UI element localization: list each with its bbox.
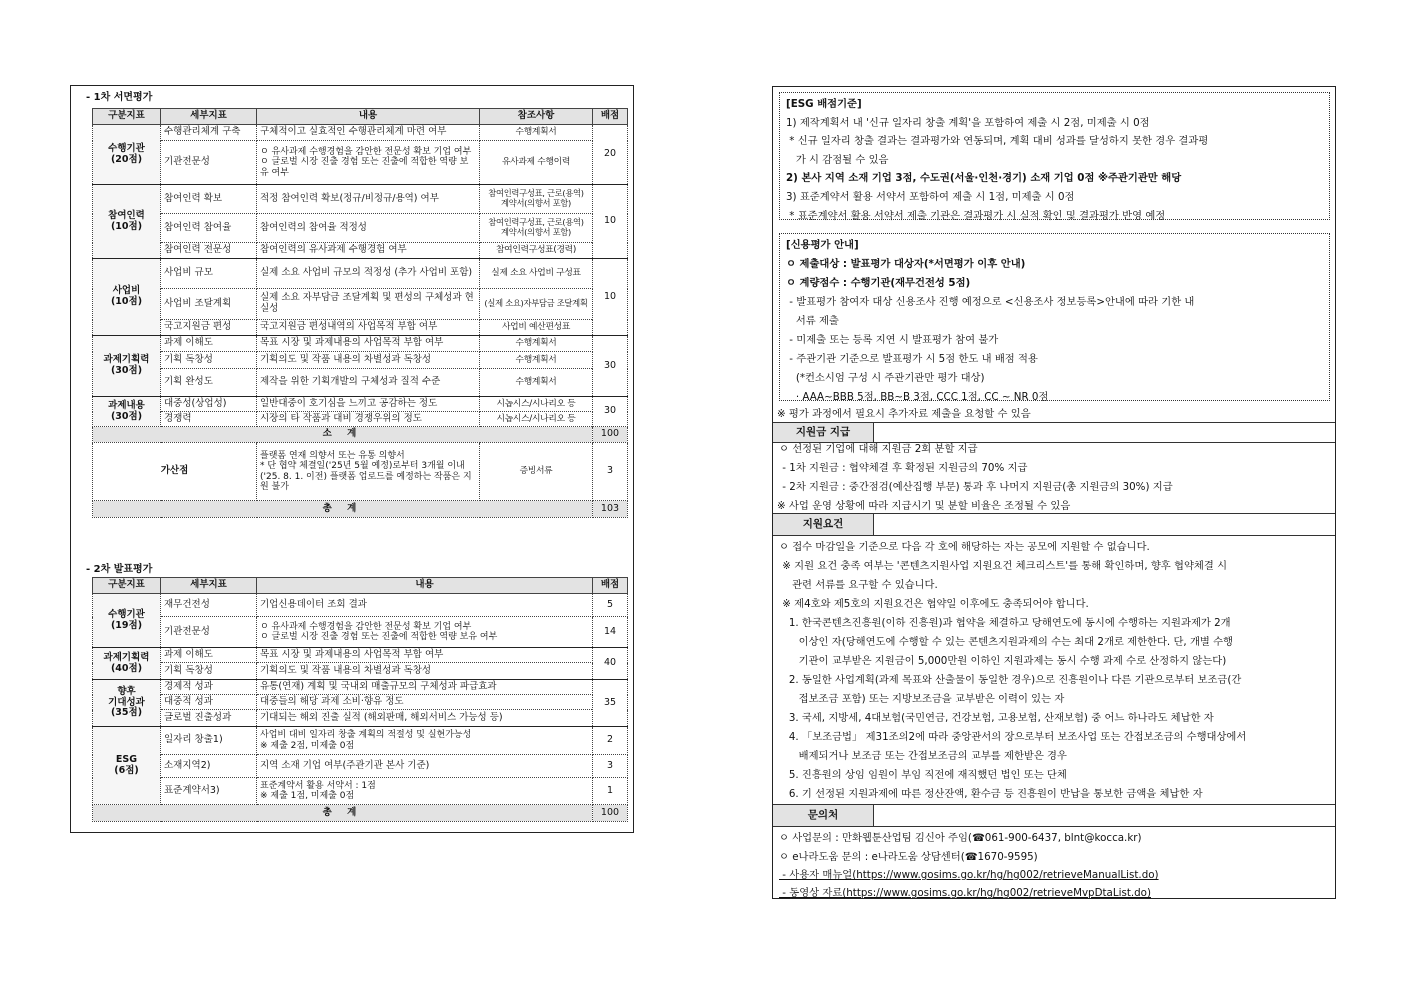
requirement-line: 5. 진흥원의 상임 임원이 부임 직전에 재직했던 법인 또는 단체: [779, 769, 1067, 781]
content-cell: 기획의도 및 작품 내용의 차별성과 독창성: [257, 352, 480, 369]
content-cell: 참여인력의 참여율 적정성: [257, 214, 480, 243]
total-label: 총 계: [93, 805, 593, 822]
bonus-score: 3: [593, 443, 628, 501]
category-cell: 과제기획력 (40점): [93, 648, 161, 680]
sub-cell: 경쟁력: [161, 412, 257, 427]
funding-line: ※ 사업 운영 상황에 따라 지급시기 및 분할 비율은 조정될 수 있음: [777, 500, 1071, 512]
score-cell: 5: [593, 594, 628, 617]
reference-cell: 실제 소요 사업비 구성표: [480, 259, 593, 289]
score-cell: 30: [593, 397, 628, 427]
content-cell: 대중들의 해당 과제 소비·향유 정도: [257, 695, 593, 710]
category-cell: 향후 기대성과 (35점): [93, 680, 161, 727]
sub-cell: 수행관리체계 구축: [161, 125, 257, 141]
credit-rating-box: [779, 233, 1330, 401]
score-cell: 40: [593, 648, 628, 680]
esg-line: 가 시 감점될 수 있음: [786, 153, 889, 166]
contact-label: 문의처: [773, 805, 874, 826]
sub-cell: 참여인력 참여율: [161, 214, 257, 243]
esg-line: 3) 표준계약서 활용 서약서 포함하여 제출 시 1점, 미제출 시 0점: [786, 190, 1075, 203]
category-cell: 과제내용 (30점): [93, 397, 161, 427]
reference-cell: 참여인력구성표(경력): [480, 243, 593, 259]
presentation-eval-table: [92, 577, 628, 822]
sub-cell: 기획 독창성: [161, 663, 257, 680]
funding-line: - 1차 지원금 : 협약체결 후 확정된 지원금의 70% 지급: [779, 462, 1028, 474]
contact-line: ㅇ 사업문의 : 만화웹툰산업팀 김신아 주임(☎061-900-6437, blnt@kocca.kr): [779, 832, 1142, 844]
extra-docs-note: ※ 평가 과정에서 필요시 추가자료 제출을 요청할 수 있음: [777, 408, 1031, 420]
credit-line: ㅇ 제출대상 : 발표평가 대상자(*서면평가 이후 안내): [786, 258, 1026, 270]
bonus-label: 가산점: [93, 443, 257, 501]
requirement-line: 6. 기 선정된 지원과제에 따른 정산잔액, 환수금 등 진흥원이 반납을 통보한 금액을 체납한 자: [779, 788, 1203, 800]
reference-cell: 유사과제 수행이력: [480, 141, 593, 185]
content-cell: 참여인력의 유사과제 수행경험 여부: [257, 243, 480, 259]
reference-cell: 참여인력구성표, 근로(용역) 계약서(의향서 포함): [480, 214, 593, 243]
content-cell: 국고지원금 편성내역의 사업목적 부합 여부: [257, 320, 480, 336]
content-cell: 제작을 위한 기획개발의 구체성과 질적 수준: [257, 369, 480, 397]
content-cell: 사업비 대비 일자리 창출 계획의 적절성 및 실현가능성 ※ 제출 2점, 미제출 0점: [257, 727, 593, 755]
sub-cell: 기관전문성: [161, 617, 257, 648]
credit-line: 서류 제출: [786, 315, 839, 327]
funding-line: - 2차 지원금 : 중간점검(예산집행 부문) 통과 후 나머지 지원금(총 지원금의 30%) 지급: [779, 481, 1173, 493]
category-cell: 수행기관 (19점): [93, 594, 161, 648]
credit-line: - 미제출 또는 등록 지연 시 발표평가 참여 불가: [786, 334, 999, 346]
sub-cell: 과제 이해도: [161, 336, 257, 352]
reference-cell: 참여인력구성표, 근로(용역) 계약서(의향서 포함): [480, 185, 593, 214]
bonus-content: 플랫폼 연재 의향서 또는 유통 의향서 * 단 협약 체결일('25년 5월 예정)로부터 3개월 이내('25. 8. 1. 이전) 플랫폼 업로드를 예정하는 작품은 지원 불가: [257, 443, 480, 501]
requirements-section-bar: [773, 513, 1335, 536]
requirement-line: 배제되거나 보조금 또는 간접보조금의 교부를 제한받은 경우: [779, 750, 1067, 762]
content-cell: 실제 소요 자부담금 조달계획 및 편성의 구체성과 현실성: [257, 289, 480, 320]
written-eval-table: [92, 108, 628, 518]
score-cell: 30: [593, 336, 628, 397]
sub-cell: 과제 이해도: [161, 648, 257, 663]
content-cell: 기업신용데이터 조회 결과: [257, 594, 593, 617]
esg-title: [ESG 배점기준]: [786, 98, 862, 110]
content-cell: 목표 시장 및 과제내용의 사업목적 부합 여부: [257, 336, 480, 352]
requirement-line: 1. 한국콘텐츠진흥원(이하 진흥원)과 협약을 체결하고 당해연도에 동시에 수행하는 지원과제가 2개: [779, 617, 1231, 629]
reference-cell: (실제 소요)자부담금 조달계획: [480, 289, 593, 320]
content-cell: 지역 소재 기업 여부(주관기관 본사 기준): [257, 755, 593, 778]
content-cell: 실제 소요 사업비 규모의 적정성 (추가 사업비 포함): [257, 259, 480, 289]
reference-cell: 수행계획서: [480, 125, 593, 141]
sub-cell: 기획 완성도: [161, 369, 257, 397]
contact-section-bar: [773, 804, 1335, 827]
sub-cell: 글로벌 진출성과: [161, 710, 257, 727]
total-value: 103: [593, 501, 628, 518]
reference-cell: 수행계획서: [480, 352, 593, 369]
subtotal-value: 100: [593, 427, 628, 443]
requirement-line: 기관이 교부받은 지원금이 5,000만원 이하인 지원과제는 동시 수행 과제 수로 산정하지 않는다): [779, 655, 1227, 667]
col-header-score: 배점: [593, 578, 628, 594]
requirement-line: ※ 지원 요건 충족 여부는 '콘텐츠지원사업 지원요건 체크리스트'를 통해 확인하며, 향후 협약체결 시: [779, 560, 1228, 572]
score-cell: 3: [593, 755, 628, 778]
reference-cell: 시놉시스/시나리오 등: [480, 397, 593, 412]
manual-link[interactable]: - 사용자 매뉴얼(https://www.gosims.go.kr/hg/hg002/retrieveManualList.do): [779, 869, 1159, 881]
content-cell: ㅇ 유사과제 수행경험을 감안한 전문성 확보 기업 여부 ㅇ 글로벌 시장 진출 경험 또는 진출에 적합한 역량 보유 여부: [257, 141, 480, 185]
credit-line: ㅇ 계량점수 : 수행기관(재무건전성 5점): [786, 277, 971, 289]
right-panel: [772, 86, 1336, 899]
funding-line: ㅇ 선정된 기업에 대해 지원금 2회 분할 지급: [779, 443, 978, 455]
sub-cell: 참여인력 전문성: [161, 243, 257, 259]
requirement-line: 접보조금 포함) 또는 지방보조금을 교부받은 이력이 있는 자: [779, 693, 1065, 705]
col-header-content: 내용: [257, 578, 593, 594]
video-link[interactable]: - 동영상 자료(https://www.gosims.go.kr/hg/hg002/retrieveMvpDtaList.do): [779, 887, 1151, 899]
requirement-line: ㅇ 접수 마감일을 기준으로 다음 각 호에 해당하는 자는 공모에 지원할 수 없습니다.: [779, 541, 1150, 553]
sub-cell: 대중성(상업성): [161, 397, 257, 412]
score-cell: 10: [593, 185, 628, 259]
score-cell: 20: [593, 125, 628, 185]
content-cell: 목표 시장 및 과제내용의 사업목적 부합 여부: [257, 648, 593, 663]
sub-cell: 기획 독창성: [161, 352, 257, 369]
col-header-sub: 세부지표: [161, 578, 257, 594]
contact-line: ㅇ e나라도움 문의 : e나라도움 상담센터(☎1670-9595): [779, 851, 1038, 863]
category-cell: ESG (6점): [93, 727, 161, 805]
col-header-sub: 세부지표: [161, 109, 257, 125]
credit-title: [신용평가 안내]: [786, 239, 859, 251]
col-header-category: 구분지표: [93, 109, 161, 125]
esg-line: * 표준계약서 활용 서약서 제출 기관은 결과평가 시 실적 확인 및 결과평가 반영 예정: [786, 209, 1166, 222]
score-cell: 2: [593, 727, 628, 755]
content-cell: 일반대중이 호기심을 느끼고 공감하는 정도: [257, 397, 480, 412]
credit-line: (*컨소시엄 구성 시 주관기관만 평가 대상): [786, 372, 985, 384]
category-cell: 사업비 (10점): [93, 259, 161, 336]
category-cell: 과제기획력 (30점): [93, 336, 161, 397]
credit-line: - 주관기관 기준으로 발표평가 시 5점 한도 내 배점 적용: [786, 353, 1038, 365]
content-cell: 구체적이고 실효적인 수행관리체계 마련 여부: [257, 125, 480, 141]
content-cell: 유통(연재) 계획 및 국내외 매출규모의 구체성과 파급효과: [257, 680, 593, 695]
category-cell: 참여인력 (10점): [93, 185, 161, 259]
total-label: 총 계: [93, 501, 593, 518]
esg-line: * 신규 일자리 창출 결과는 결과평가와 연동되며, 계획 대비 성과를 달성하지 못한 경우 결과평: [786, 135, 1209, 148]
requirement-line: 3. 국세, 지방세, 4대보험(국민연금, 건강보험, 고용보험, 산재보험) 중 어느 하나라도 체납한 자: [779, 712, 1214, 724]
score-cell: 35: [593, 680, 628, 727]
credit-line: · AAA~BBB 5점, BB~B 3점, CCC 1점, CC ~ NR 0점: [786, 391, 1049, 403]
sub-cell: 국고지원금 편성: [161, 320, 257, 336]
score-cell: 14: [593, 617, 628, 648]
esg-line: 1) 제작계획서 내 '신규 일자리 창출 계획'을 포함하여 제출 시 2점, 미제출 시 0점: [786, 116, 1150, 129]
subtotal-label: 소 계: [93, 427, 593, 443]
content-cell: 적정 참여인력 확보(정규/비정규/용역) 여부: [257, 185, 480, 214]
requirements-label: 지원요건: [773, 514, 874, 535]
content-cell: 기대되는 해외 진출 실적 (해외판매, 해외서비스 가능성 등): [257, 710, 593, 727]
esg-criteria-box: [779, 92, 1330, 220]
score-cell: 10: [593, 259, 628, 336]
reference-cell: 시놉시스/시나리오 등: [480, 412, 593, 427]
reference-cell: 사업비 예산편성표: [480, 320, 593, 336]
requirement-line: 4. 「보조금법」 제31조의2에 따라 중앙관서의 장으로부터 보조사업 또는 간접보조금의 수행대상에서: [779, 731, 1247, 743]
col-header-content: 내용: [257, 109, 480, 125]
score-cell: 1: [593, 778, 628, 805]
requirement-line: 2. 동일한 사업계획(과제 목표와 산출물이 동일한 경우)으로 진흥원이나 다른 기관으로부터 보조금(간: [779, 674, 1242, 686]
sub-cell: 일자리 창출1): [161, 727, 257, 755]
requirement-line: 이상인 자(당해연도에 수행할 수 있는 콘텐츠지원과제의 수는 최대 2개로 제한한다. 단, 개별 수행: [779, 636, 1234, 648]
reference-cell: 수행계획서: [480, 369, 593, 397]
content-cell: 표준계약서 활용 서약서 : 1점 ※ 제출 1점, 미제출 0점: [257, 778, 593, 805]
content-cell: 기획의도 및 작품 내용의 차별성과 독창성: [257, 663, 593, 680]
sub-cell: 대중적 성과: [161, 695, 257, 710]
reference-cell: 수행계획서: [480, 336, 593, 352]
sub-cell: 표준계약서3): [161, 778, 257, 805]
total-value: 100: [593, 805, 628, 822]
sub-cell: 소재지역2): [161, 755, 257, 778]
content-cell: 시장의 타 작품과 대비 경쟁우위의 정도: [257, 412, 480, 427]
requirement-line: ※ 제4호와 제5호의 지원요건은 협약일 이후에도 충족되어야 합니다.: [779, 598, 1089, 610]
funding-label: 지원금 지급: [773, 423, 874, 442]
requirement-line: 관련 서류를 요구할 수 있습니다.: [779, 579, 938, 591]
sub-cell: 재무건전성: [161, 594, 257, 617]
credit-line: - 발표평가 참여자 대상 신용조사 진행 예정으로 <신용조사 정보등록>안내에 따라 기한 내: [786, 296, 1195, 308]
sub-cell: 사업비 규모: [161, 259, 257, 289]
sub-cell: 경제적 성과: [161, 680, 257, 695]
category-cell: 수행기관 (20점): [93, 125, 161, 185]
col-header-score: 배점: [593, 109, 628, 125]
content-cell: ㅇ 유사과제 수행경험을 감안한 전문성 확보 기업 여부 ㅇ 글로벌 시장 진출 경험 또는 진출에 적합한 역량 보유 여부: [257, 617, 593, 648]
col-header-category: 구분지표: [93, 578, 161, 594]
esg-line: 2) 본사 지역 소재 기업 3점, 수도권(서울·인천·경기) 소재 기업 0점 ※주관기관만 해당: [786, 172, 1182, 185]
sub-cell: 사업비 조달계획: [161, 289, 257, 320]
col-header-reference: 참조사항: [480, 109, 593, 125]
section-title-presentation-eval: - 2차 발표평가: [86, 564, 153, 575]
bonus-reference: 증빙서류: [480, 443, 593, 501]
sub-cell: 참여인력 확보: [161, 185, 257, 214]
sub-cell: 기관전문성: [161, 141, 257, 185]
section-title-written-eval: - 1차 서면평가: [86, 92, 153, 103]
